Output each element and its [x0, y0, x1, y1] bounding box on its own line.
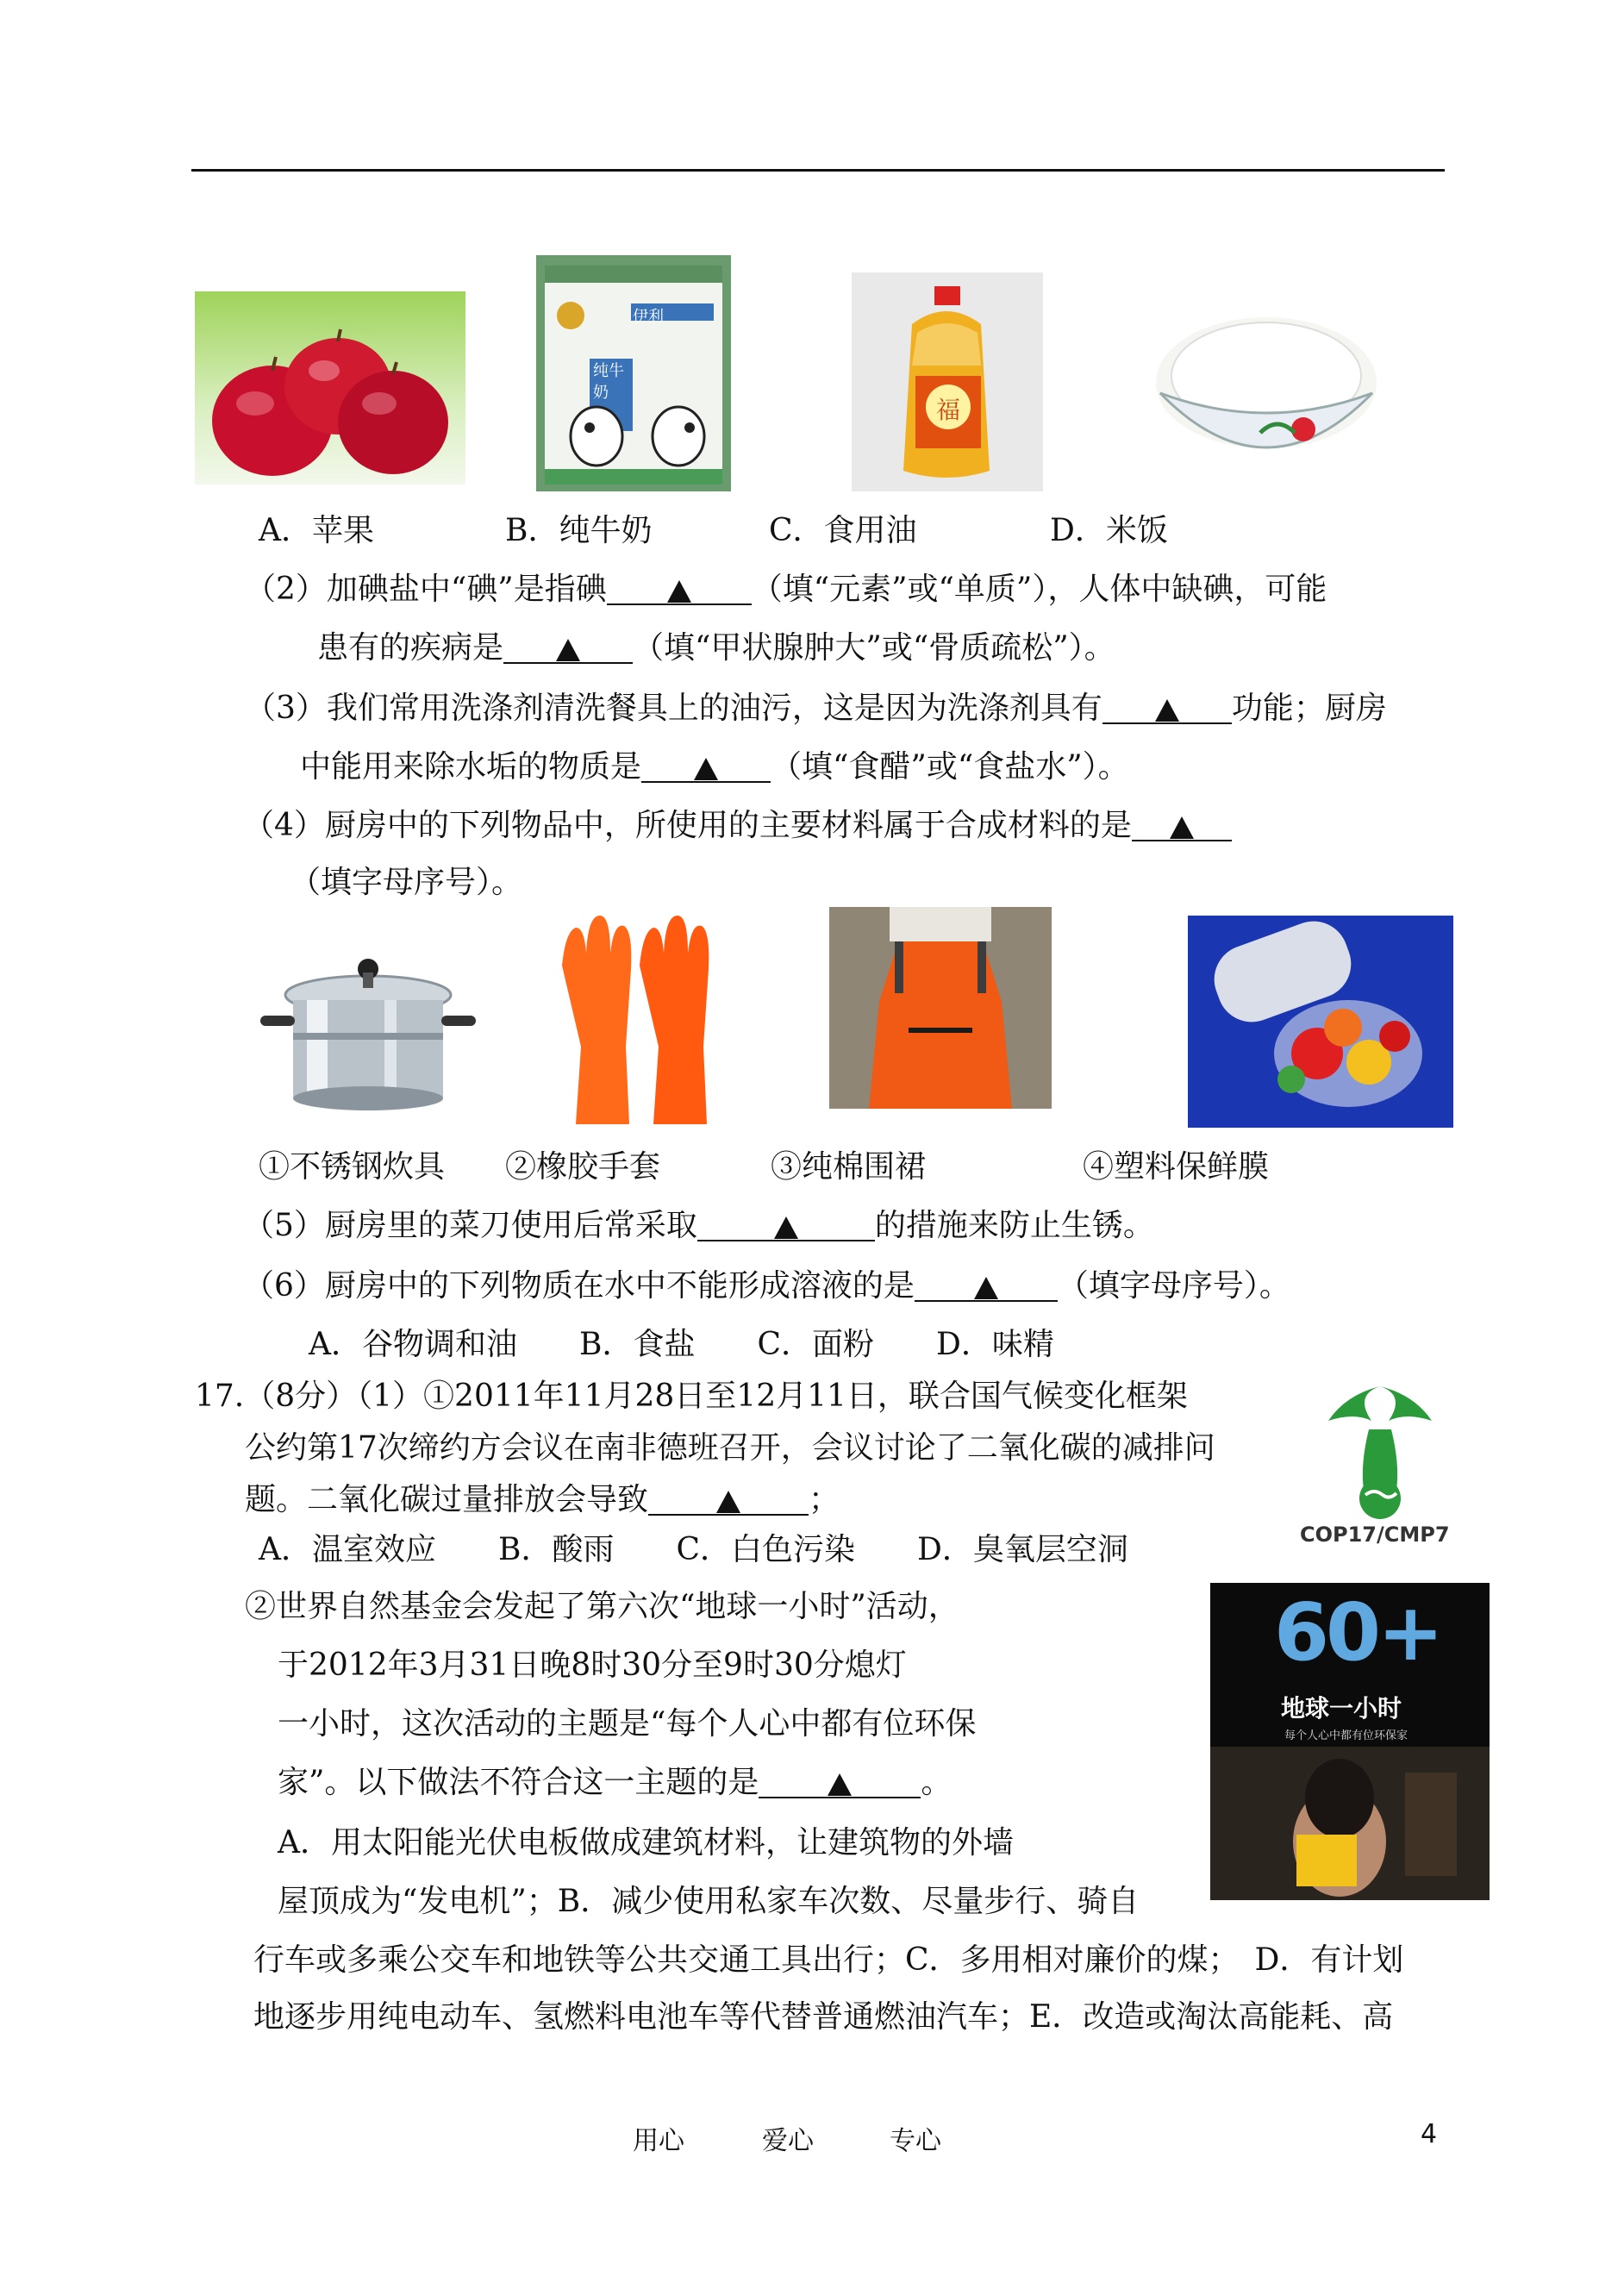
- q6-line: （6）厨房中的下列物质在水中不能形成溶液的是 （填字母序号）。: [243, 1268, 1290, 1304]
- q17-line2: 公约第17次缔约方会议在南非德班召开，会议讨论了二氧化碳的减排问: [245, 1430, 1215, 1466]
- triangle-icon: [974, 1277, 998, 1299]
- earth-hour-poster: [1210, 1583, 1490, 1900]
- triangle-icon: [1155, 699, 1179, 722]
- footer-left: 用心: [633, 2126, 684, 2156]
- milk-brand: 伊利: [633, 308, 664, 326]
- steamer-pot-image: [255, 947, 481, 1119]
- q17-p2-line1: ②世界自然基金会发起了第六次“地球一小时”活动，: [245, 1589, 959, 1624]
- kitchen-item-3: ③纯棉围裙: [771, 1149, 927, 1185]
- triangle-icon: [716, 1491, 740, 1513]
- earth-hour-subtitle: 每个人心中都有位环保家: [1284, 1729, 1409, 1742]
- header-rule: [191, 169, 1445, 172]
- q4-line2: （填字母序号）。: [290, 865, 523, 900]
- q17-p2-line8: 地逐步用纯电动车、氢燃料电池车等代替普通燃油汽车；E．改造或淘汰高能耗、高: [253, 1999, 1394, 2035]
- answer-blank[interactable]: [697, 1210, 875, 1241]
- plastic-wrap-image: [1188, 916, 1453, 1128]
- q17-p2-line2: 于2012年3月31日晚8时30分至9时30分熄灯: [278, 1648, 907, 1683]
- milk-name: 纯牛奶: [593, 362, 624, 403]
- q17-p2-line3: 一小时，这次活动的主题是“每个人心中都有位环保: [278, 1706, 977, 1742]
- cotton-apron-image: [829, 907, 1052, 1109]
- answer-blank[interactable]: [1132, 810, 1232, 841]
- triangle-icon: [667, 580, 691, 603]
- rice-bowl-image: [1131, 286, 1402, 483]
- triangle-icon: [556, 639, 580, 661]
- milk-pack-image: [536, 255, 731, 491]
- q6-options: A．谷物调和油 B．食盐 C．面粉 D．味精: [309, 1327, 1054, 1362]
- q3-line2: 中能用来除水垢的物质是 （填“食醋”或“食盐水”）。: [300, 749, 1129, 785]
- cop17-logo-text: COP17/CMP7: [1300, 1523, 1450, 1547]
- q17-line1: 17.（8分）（1）①2011年11月28日至12月11日，联合国气候变化框架: [195, 1379, 1188, 1414]
- answer-blank[interactable]: [915, 1271, 1058, 1302]
- q17-p2-line5: A．用太阳能光伏电板做成建筑材料，让建筑物的外墙: [278, 1825, 1014, 1860]
- answer-blank[interactable]: [607, 574, 752, 605]
- answer-blank[interactable]: [641, 752, 771, 783]
- oil-label-char: 福: [936, 396, 961, 424]
- q17-p2-line4: 家”。以下做法不符合这一主题的是 。: [278, 1765, 953, 1800]
- q17-line3: 题。二氧化碳过量排放会导致 ；: [245, 1482, 840, 1517]
- food-option-a: A．苹果: [259, 513, 374, 548]
- kitchen-item-2: ②橡胶手套: [505, 1149, 661, 1185]
- triangle-icon: [828, 1773, 852, 1796]
- cop17-logo: [1279, 1369, 1481, 1560]
- apple-image: [195, 291, 465, 485]
- q2-line2: 患有的疾病是 （填“甲状腺肿大”或“骨质疏松”）。: [317, 630, 1115, 666]
- food-option-b: B．纯牛奶: [505, 513, 653, 548]
- page-number: 4: [1421, 2119, 1438, 2149]
- q17-p2-line6: 屋顶成为“发电机”；B．减少使用私家车次数、尽量步行、骑自: [278, 1884, 1140, 1919]
- answer-blank[interactable]: [1102, 693, 1232, 724]
- earth-hour-title: 地球一小时: [1281, 1694, 1402, 1723]
- kitchen-item-1: ①不锈钢炊具: [259, 1149, 446, 1185]
- answer-blank[interactable]: [648, 1485, 809, 1516]
- triangle-icon: [1170, 816, 1194, 839]
- q3-line1: （3）我们常用洗涤剂清洗餐具上的油污，这是因为洗涤剂具有 功能；厨房: [245, 691, 1387, 726]
- footer-middle: 爱心: [762, 2126, 814, 2156]
- q5-line: （5）厨房里的菜刀使用后常采取 的措施来防止生锈。: [243, 1208, 1154, 1243]
- triangle-icon: [774, 1216, 798, 1239]
- q2-line1: （2）加碘盐中“碘”是指碘 （填“元素”或“单质”），人体中缺碘，可能: [245, 572, 1327, 607]
- answer-blank[interactable]: [759, 1767, 921, 1798]
- cooking-oil-image: [852, 272, 1043, 491]
- footer-right: 专心: [890, 2126, 941, 2156]
- kitchen-item-4: ④塑料保鲜膜: [1083, 1149, 1270, 1185]
- earth-hour-60-plus: 60+: [1274, 1586, 1441, 1679]
- q17-p2-line7: 行车或多乘公交车和地铁等公共交通工具出行；C．多用相对廉价的煤； D．有计划: [253, 1942, 1404, 1978]
- answer-blank[interactable]: [503, 633, 633, 664]
- q17-options1: A．温室效应 B．酸雨 C．白色污染 D．臭氧层空洞: [259, 1532, 1128, 1567]
- rubber-gloves-image: [550, 914, 712, 1129]
- triangle-icon: [694, 758, 718, 780]
- q4-line1: （4）厨房中的下列物品中，所使用的主要材料属于合成材料的是: [243, 810, 1232, 841]
- food-option-c: C．食用油: [769, 513, 917, 548]
- food-option-d: D．米饭: [1050, 513, 1168, 548]
